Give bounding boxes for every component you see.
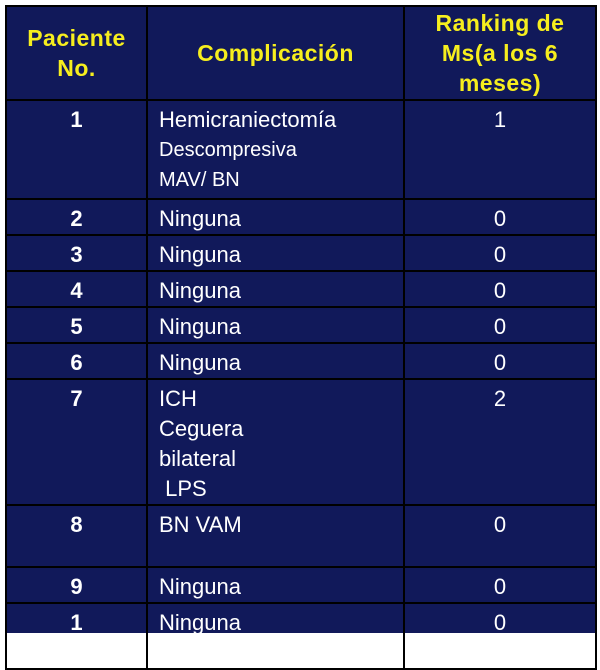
patient-number-text: 9: [70, 574, 83, 599]
table-row: [6, 235, 596, 271]
patient-number: [6, 567, 147, 603]
complication-cell: [147, 307, 404, 343]
complication-text: MAV/ BN: [159, 169, 240, 191]
complication-text: BN VAM: [159, 512, 242, 537]
header-complicacion: Complicación: [147, 6, 404, 100]
complication-cell: [147, 100, 404, 199]
complication-cell: [147, 271, 404, 307]
patient-number-text: 2: [70, 206, 83, 231]
header-ranking-line: Ranking de: [435, 10, 565, 36]
patient-number: [6, 505, 147, 567]
patient-number: [6, 343, 147, 379]
complication-text: Ninguna: [159, 314, 241, 339]
patient-number: [6, 307, 147, 343]
table-row: [6, 505, 596, 567]
table-row: [6, 271, 596, 307]
patient-number-text: 1: [70, 107, 83, 132]
header-paciente-line: Paciente: [27, 25, 126, 51]
complication-text: Ninguna: [159, 206, 241, 231]
patient-number-text: 0: [70, 640, 83, 665]
table-row: [6, 379, 596, 505]
patient-number-text: 6: [70, 350, 83, 375]
complication-text: Hemicraniectomía: [159, 107, 337, 132]
complication-cell: [147, 505, 404, 567]
complication-text: Descompresiva: [159, 139, 297, 161]
patient-number: [6, 603, 147, 669]
header-ranking: [404, 6, 596, 100]
patient-number: [6, 100, 147, 199]
ranking-value: 0: [404, 199, 596, 235]
header-row: [6, 6, 596, 100]
table-row: [6, 567, 596, 603]
table-row: [6, 307, 596, 343]
complication-text: Ninguna: [159, 278, 241, 303]
ranking-value: 0: [404, 567, 596, 603]
table-container: [5, 5, 595, 665]
complication-cell: [147, 199, 404, 235]
complication-cell: [147, 343, 404, 379]
table-row: [6, 343, 596, 379]
complication-text: Ninguna: [159, 242, 241, 267]
patient-number-text: 8: [70, 512, 83, 537]
patient-number-text: 3: [70, 242, 83, 267]
table-row: [6, 603, 596, 669]
ranking-value: 2: [404, 379, 596, 505]
header-paciente-line: No.: [57, 55, 96, 81]
patient-number-text: 4: [70, 278, 83, 303]
ranking-value: 0: [404, 271, 596, 307]
patient-number: [6, 379, 147, 505]
table-row: [6, 199, 596, 235]
complication-cell: [147, 235, 404, 271]
complication-text: Ninguna: [159, 574, 241, 599]
patient-number-text: 1: [70, 610, 83, 635]
complications-table: [5, 5, 597, 670]
complication-cell: [147, 603, 404, 669]
complication-cell: [147, 567, 404, 603]
ranking-value: 0: [404, 505, 596, 567]
table-row: [6, 100, 596, 199]
ranking-value: 0: [404, 235, 596, 271]
patient-number-text: 7: [70, 386, 83, 411]
ranking-value: 0: [404, 343, 596, 379]
complication-text: ICH: [159, 386, 197, 411]
complication-text: bilateral: [159, 446, 237, 471]
complication-text: Ceguera: [159, 416, 244, 441]
header-paciente: [6, 6, 147, 100]
complication-text: Ninguna: [159, 350, 241, 375]
patient-number-text: 5: [70, 314, 83, 339]
patient-number: [6, 235, 147, 271]
ranking-value: 0: [404, 603, 596, 669]
ranking-value: 0: [404, 307, 596, 343]
header-ranking-line: meses): [458, 70, 542, 96]
complication-cell: [147, 379, 404, 505]
patient-number: [6, 271, 147, 307]
complication-text: Ninguna: [159, 610, 241, 635]
patient-number: [6, 199, 147, 235]
complication-text: LPS: [159, 476, 207, 501]
header-ranking-line: Ms(a los 6: [441, 40, 559, 66]
ranking-value: 1: [404, 100, 596, 199]
